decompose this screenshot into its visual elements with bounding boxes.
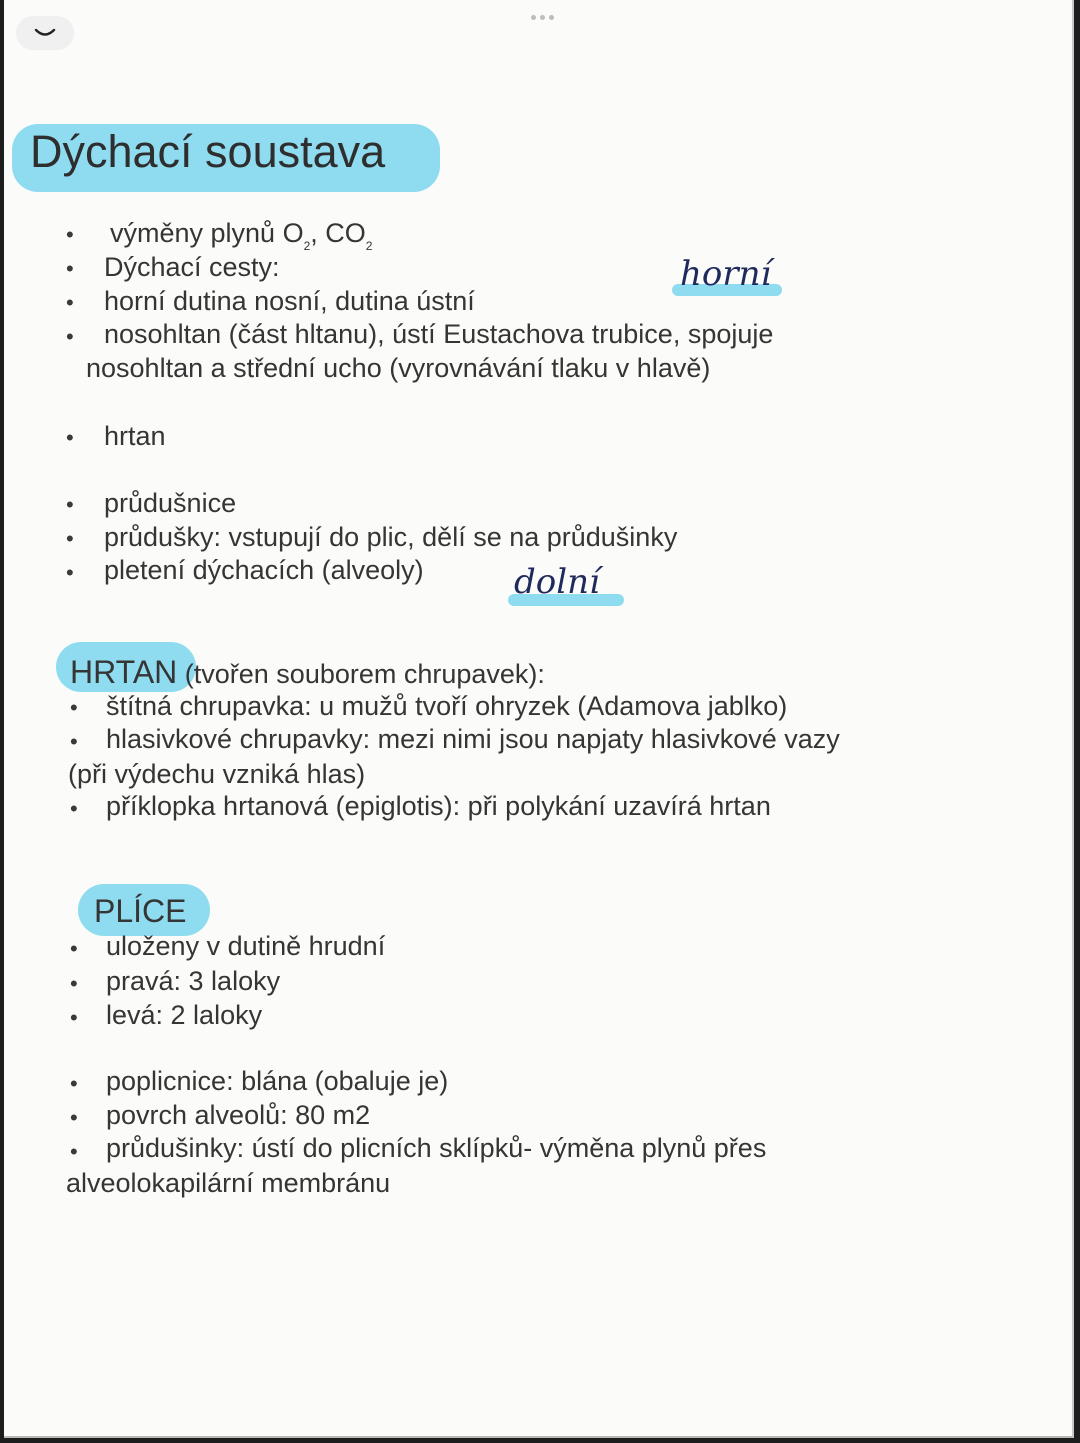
bullet: •: [66, 290, 74, 315]
list-item: průdušinky: ústí do plicních sklípků- výměna plynů přes: [106, 1133, 767, 1163]
bullet: •: [70, 936, 78, 961]
bullet: •: [66, 256, 74, 281]
more-dots-icon[interactable]: [524, 10, 560, 24]
list-item: hrtan: [104, 421, 166, 451]
list-item: příklopka hrtanová (epiglotis): při polykání uzavírá hrtan: [106, 791, 771, 821]
bullet: •: [70, 695, 78, 720]
list-item: pletení dýchacích (alveoly): [104, 555, 424, 585]
bullet: •: [66, 324, 74, 349]
list-item: poplicnice: blána (obaluje je): [106, 1066, 449, 1096]
bullet: •: [70, 796, 78, 821]
list-item: hlasivkové chrupavky: mezi nimi jsou napjaty hlasivkové vazy: [106, 724, 840, 754]
list-item: Dýchací cesty:: [104, 252, 280, 282]
bullet: •: [70, 971, 78, 996]
page-title: Dýchací soustava: [30, 126, 386, 177]
list-item: průdušky: vstupují do plic, dělí se na průdušinky: [104, 522, 678, 552]
list-item: štítná chrupavka: u mužů tvoří ohryzek (Adamova jablko): [106, 691, 788, 721]
list-item: uloženy v dutině hrudní: [106, 931, 386, 961]
plice-heading: PLÍCE: [94, 893, 187, 929]
list-item: horní dutina nosní, dutina ústní: [104, 286, 475, 316]
bullet: •: [70, 1105, 78, 1130]
bullet: •: [66, 222, 74, 247]
bullet: •: [70, 729, 78, 754]
list-item-continuation: alveolokapilární membránu: [66, 1168, 391, 1198]
list-item: levá: 2 laloky: [106, 1000, 263, 1030]
bullet: •: [70, 1139, 78, 1164]
list-item: výměny plynů $O_2$, $CO_2$: [110, 218, 373, 253]
bullet: •: [66, 425, 74, 450]
bullet: •: [70, 1071, 78, 1096]
list-item-continuation: nosohltan a střední ucho (vyrovnávání tlaku v hlavě): [86, 353, 711, 383]
hrtan-heading: HRTAN (tvořen souborem chrupavek):: [70, 654, 545, 690]
bullet: •: [66, 560, 74, 585]
list-item: průdušnice: [104, 488, 237, 518]
list-item: povrch alveolů: 80 m2: [106, 1100, 371, 1130]
bullet: •: [70, 1005, 78, 1030]
back-button[interactable]: [16, 16, 74, 50]
bullet: •: [66, 492, 74, 517]
handwritten-note-lower: dolní: [514, 562, 600, 602]
chevron-down-icon: [34, 27, 56, 39]
handwritten-note-upper: horní: [680, 254, 772, 294]
bullet: •: [66, 526, 74, 551]
list-item-continuation: (při výdechu vzniká hlas): [68, 759, 366, 789]
list-item: nosohltan (část hltanu), ústí Eustachova trubice, spojuje: [104, 319, 774, 349]
list-item: pravá: 3 laloky: [106, 966, 281, 996]
document-page: [4, 0, 1074, 1438]
